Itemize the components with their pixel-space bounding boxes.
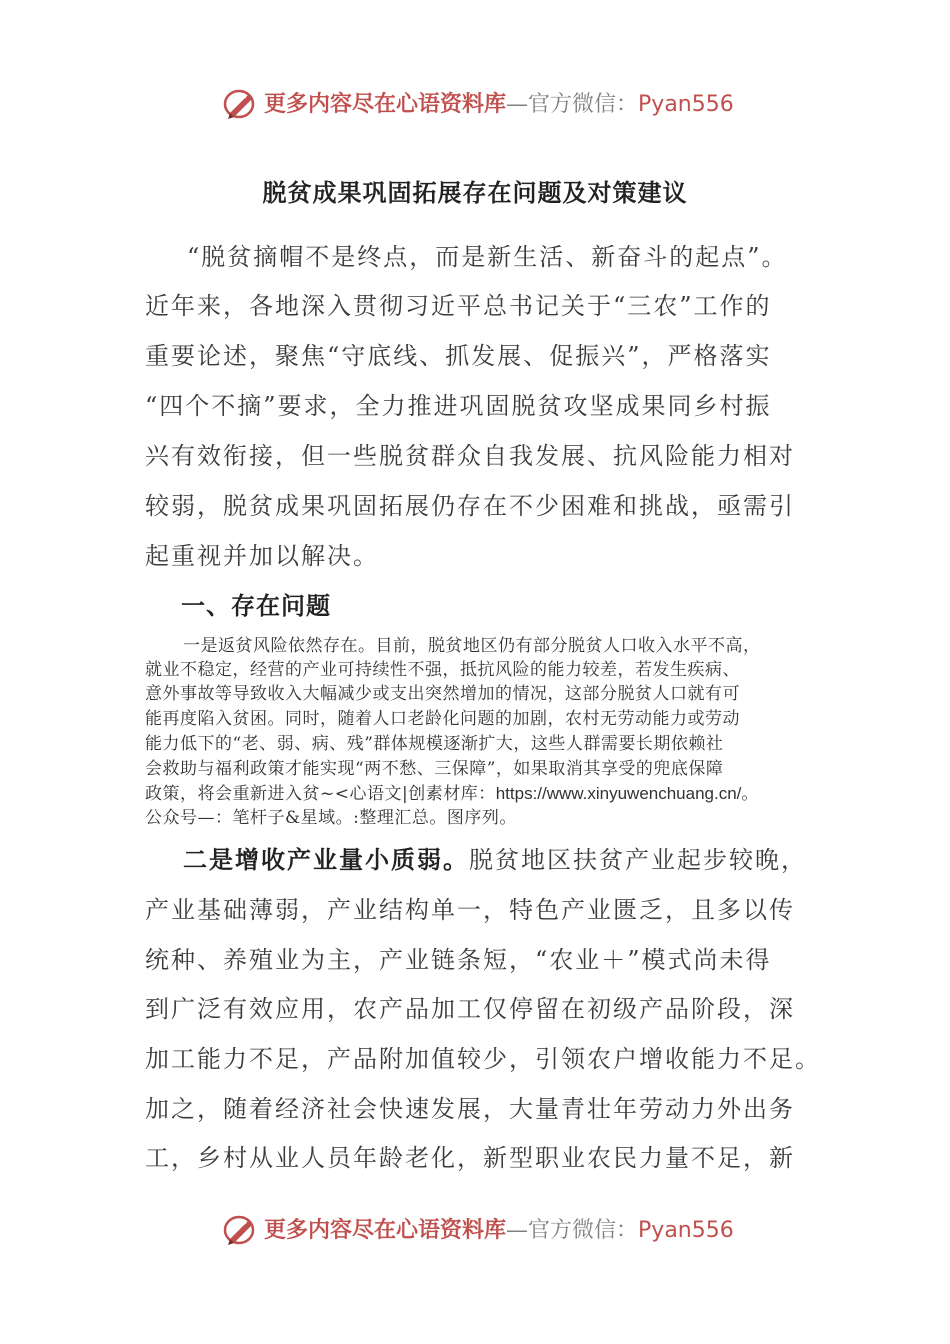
point2-line: 加之，随着经济社会快速发展，大量青壮年劳动力外出务	[145, 1095, 795, 1123]
watermark-text	[264, 90, 734, 119]
pen-logo-icon	[222, 87, 258, 121]
watermark-banner-bottom	[0, 1210, 950, 1250]
point1-line: 公众号—：笔杆子&星域。:整理汇总。图序列。	[145, 808, 517, 828]
point1-line: 就业不稳定，经营的产业可持续性不强，抵抗风险的能力较差，若发生疾病、	[145, 660, 740, 680]
watermark-library-name: 更多内容尽在心语资料库	[264, 1217, 507, 1243]
point2-line: 统种、养殖业为主，产业链条短，“农业＋”模式尚未得	[145, 946, 772, 974]
pen-logo-icon	[222, 1213, 258, 1247]
point1-line: 会救助与福利政策才能实现“两不愁、三保障”，如果取消其享受的兜底保障	[145, 759, 724, 779]
point2-line: 产业基础薄弱，产业结构单一，特色产业匮乏，且多以传	[145, 896, 795, 924]
watermark-url-link[interactable]: https://www.xinyuwenchuang.cn/	[495, 784, 742, 803]
intro-line: 近年来，各地深入贯彻习近平总书记关于“三农”工作的	[145, 292, 772, 320]
watermark-wechat-label: —官方微信：	[506, 1218, 639, 1243]
point1-line: 一是返贫风险依然存在。目前，脱贫地区仍有部分脱贫人口收入水平不高，	[183, 636, 761, 656]
point1-line: 能力低下的“老、弱、病、残”群体规模逐渐扩大，这些人群需要长期依赖社	[145, 734, 724, 754]
intro-line: 重要论述，聚焦“守底线、抓发展、促振兴”，严格落实	[145, 342, 772, 370]
page-title: 脱贫成果巩固拓展存在问题及对策建议	[262, 179, 688, 207]
section-heading: 一、存在问题	[181, 592, 331, 620]
watermark-text	[264, 1216, 734, 1245]
intro-line: 起重视并加以解决。	[145, 542, 379, 570]
point2-first-line	[183, 843, 807, 877]
intro-line: “四个不摘”要求，全力推进巩固脱贫攻坚成果同乡村振	[145, 392, 772, 420]
watermark-wechat-label: —官方微信：	[506, 92, 639, 117]
watermark-wechat-id: Pyan556	[638, 1218, 734, 1243]
point1-line-url-prefix: 政策，将会重新进入贫~<心语文|创素材库：	[145, 784, 496, 804]
point1-line: 意外事故等导致收入大幅减少或支出突然增加的情况，这部分脱贫人口就有可	[145, 684, 740, 704]
intro-line: “脱贫摘帽不是终点，而是新生活、新奋斗的起点”。	[187, 243, 788, 271]
point1-line-url	[145, 783, 759, 805]
intro-line: 较弱，脱贫成果巩固拓展仍存在不少困难和挑战，亟需引	[145, 492, 795, 520]
point2-line: 到广泛有效应用，农产品加工仅停留在初级产品阶段，深	[145, 995, 795, 1023]
point2-first-rest: 脱贫地区扶贫产业起步较晚，	[469, 846, 807, 874]
intro-line: 兴有效衔接，但一些脱贫群众自我发展、抗风险能力相对	[145, 442, 795, 470]
point2-line: 加工能力不足，产品附加值较少，引领农户增收能力不足。	[145, 1045, 821, 1073]
watermark-library-name: 更多内容尽在心语资料库	[264, 91, 507, 117]
point1-line: 能再度陷入贫困。同时，随着人口老龄化问题的加剧，农村无劳动能力或劳动	[145, 709, 740, 729]
point1-line-url-suffix: 。	[741, 784, 759, 804]
watermark-wechat-id: Pyan556	[638, 92, 734, 117]
point2-lead: 二是增收产业量小质弱。	[183, 845, 469, 874]
watermark-banner-top	[0, 84, 950, 124]
point2-line: 工，乡村从业人员年龄老化，新型职业农民力量不足，新	[145, 1144, 795, 1172]
